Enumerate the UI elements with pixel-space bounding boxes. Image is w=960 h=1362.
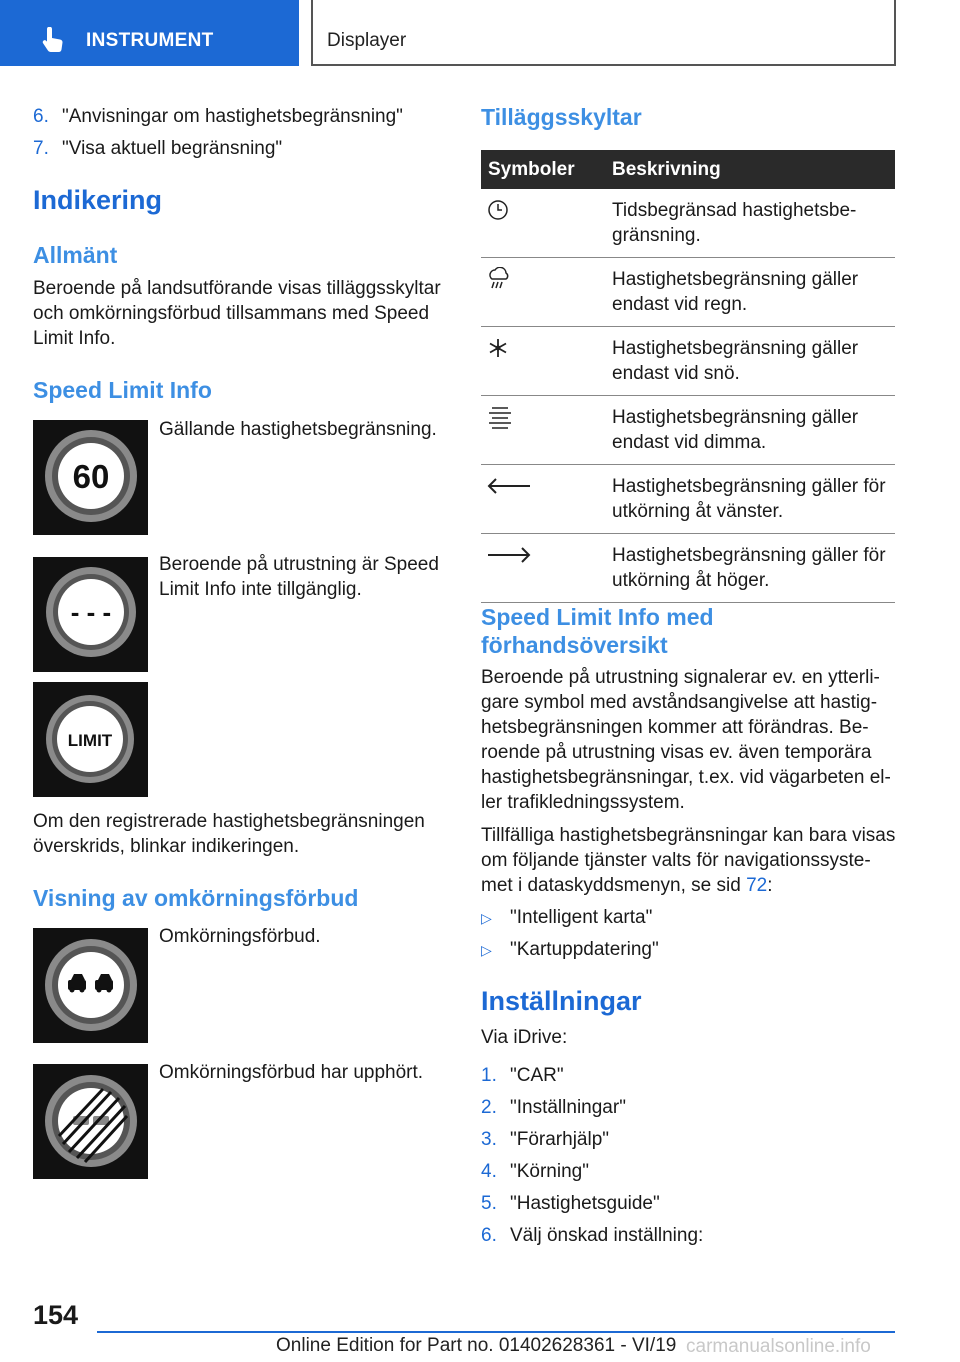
list-text: "Hastighetsguide" bbox=[510, 1193, 660, 1214]
heading-indikering: Indikering bbox=[33, 185, 163, 215]
text-line: ler trafikledningssystem. bbox=[481, 792, 685, 813]
text-line bbox=[481, 873, 901, 898]
text-span: : bbox=[767, 875, 773, 896]
heading-allmant: Allmänt bbox=[33, 242, 118, 268]
watermark: carmanualsonline.info bbox=[686, 1336, 871, 1357]
end-no-overtaking-caption: Omkörningsförbud har upphört. bbox=[159, 1062, 424, 1083]
column-header-symbols: Symboler bbox=[481, 150, 605, 189]
list-item bbox=[481, 1220, 703, 1252]
list-number: 7. bbox=[33, 138, 49, 159]
text-line: Hastighetsbegränsning gäller bbox=[612, 407, 859, 428]
list-item bbox=[481, 934, 659, 966]
table-row bbox=[481, 534, 895, 603]
text-line: utkörning åt höger. bbox=[612, 570, 770, 591]
heading-omkorningsforbud: Visning av omkörningsförbud bbox=[33, 885, 359, 911]
list-text: "CAR" bbox=[510, 1065, 564, 1086]
text-line: endast vid snö. bbox=[612, 363, 740, 384]
text-line: överskrids, blinkar indikeringen. bbox=[33, 836, 300, 857]
text-line: Hastighetsbegränsning gäller för bbox=[612, 476, 886, 497]
table-header-row bbox=[481, 150, 895, 189]
heading-tillaggsskyltar: Tilläggsskyltar bbox=[481, 104, 642, 130]
text-line: endast vid regn. bbox=[612, 294, 748, 315]
list-item bbox=[481, 1156, 703, 1188]
symbol-cell bbox=[481, 189, 605, 258]
list-item bbox=[481, 1060, 703, 1092]
text-line: roende på utrustning visas ev. även temporära bbox=[481, 742, 872, 763]
sign-dash-caption bbox=[159, 552, 449, 602]
text-line: och omkörningsförbud tillsammans med Speed bbox=[33, 303, 430, 324]
end-no-overtaking-sign bbox=[33, 1064, 148, 1179]
hand-pointer-icon bbox=[40, 27, 66, 55]
snowflake-icon bbox=[486, 336, 510, 360]
speed-limit-limit-sign bbox=[33, 682, 148, 797]
table-row bbox=[481, 396, 895, 465]
description-cell bbox=[605, 534, 895, 603]
section-tab[interactable] bbox=[311, 0, 896, 66]
text-line: Limit Info. bbox=[33, 328, 116, 349]
clock-icon bbox=[486, 198, 510, 222]
table-row bbox=[481, 258, 895, 327]
preview-paragraph bbox=[481, 665, 901, 815]
footer-edition: Online Edition for Part no. 01402628361 - VI/19 bbox=[276, 1335, 677, 1356]
list-text: "Inställningar" bbox=[510, 1097, 626, 1118]
symbol-cell bbox=[481, 327, 605, 396]
allmant-paragraph bbox=[33, 276, 453, 351]
text-line: Tillfälliga hastighetsbegränsningar kan bara visas bbox=[481, 825, 896, 846]
arrow-right-icon bbox=[486, 543, 532, 567]
list-text: "Förarhjälp" bbox=[510, 1129, 610, 1150]
list-item bbox=[33, 101, 403, 133]
text-line: Tidsbegränsad hastighetsbe- bbox=[612, 200, 857, 221]
section-label: Displayer bbox=[327, 30, 407, 51]
heading-speed-limit-preview bbox=[481, 603, 714, 659]
text-line: Om den registrerade hastighetsbegränsningen bbox=[33, 811, 425, 832]
list-number: 2. bbox=[481, 1097, 497, 1118]
description-cell bbox=[605, 327, 895, 396]
description-cell bbox=[605, 465, 895, 534]
list-number: 4. bbox=[481, 1161, 497, 1182]
temporary-limits-paragraph bbox=[481, 823, 901, 898]
list-text: "Kartuppdatering" bbox=[510, 939, 659, 960]
text-line: hastighetsbegränsningar, t.ex. vid vägarbeten el- bbox=[481, 767, 891, 788]
text-line: Beroende på utrustning signalerar ev. en ytterli- bbox=[481, 667, 880, 688]
list-number: 1. bbox=[481, 1065, 497, 1086]
description-cell bbox=[605, 189, 895, 258]
symbol-cell bbox=[481, 465, 605, 534]
list-item bbox=[481, 1124, 703, 1156]
text-line: Hastighetsbegränsning gäller bbox=[612, 269, 859, 290]
chapter-tab[interactable] bbox=[0, 0, 299, 66]
sign-dash-text: - - - bbox=[70, 597, 112, 627]
speed-limit-unavailable-sign bbox=[33, 557, 148, 672]
text-line: endast vid dimma. bbox=[612, 432, 767, 453]
page-header bbox=[0, 0, 960, 66]
intro-numbered-list bbox=[33, 101, 403, 165]
bullet-triangle-icon: ▷ bbox=[481, 942, 492, 958]
services-bullet-list bbox=[481, 902, 659, 966]
footer-divider bbox=[97, 1331, 895, 1333]
list-text: "Körning" bbox=[510, 1161, 589, 1182]
supplementary-signs-table bbox=[481, 150, 895, 603]
text-line: Beroende på landsutförande visas tilläggsskyltar bbox=[33, 278, 441, 299]
list-number: 5. bbox=[481, 1193, 497, 1214]
heading-installningar: Inställningar bbox=[481, 986, 642, 1016]
sign-number: 60 bbox=[72, 458, 110, 495]
heading-speed-limit-info: Speed Limit Info bbox=[33, 377, 212, 403]
exceed-paragraph bbox=[33, 809, 453, 859]
text-line: Hastighetsbegränsning gäller för bbox=[612, 545, 886, 566]
text-line: Limit Info inte tillgänglig. bbox=[159, 579, 362, 600]
text-span: met i dataskyddsmenyn, se sid bbox=[481, 875, 747, 896]
page-reference-link[interactable]: 72 bbox=[746, 875, 768, 896]
list-text: "Visa aktuell begränsning" bbox=[62, 138, 283, 159]
symbol-cell bbox=[481, 396, 605, 465]
text-line: Hastighetsbegränsning gäller bbox=[612, 338, 859, 359]
arrow-left-icon bbox=[486, 474, 532, 498]
list-item bbox=[481, 902, 659, 934]
chapter-label: INSTRUMENT bbox=[86, 30, 214, 51]
list-item bbox=[33, 133, 403, 165]
symbol-cell bbox=[481, 534, 605, 603]
table-row bbox=[481, 465, 895, 534]
list-number: 6. bbox=[481, 1225, 497, 1246]
rain-icon bbox=[486, 267, 512, 291]
symbol-cell bbox=[481, 258, 605, 327]
via-idrive-text: Via iDrive: bbox=[481, 1027, 568, 1048]
settings-steps-list bbox=[481, 1060, 703, 1252]
fog-icon bbox=[486, 405, 514, 429]
page-number: 154 bbox=[33, 1300, 79, 1330]
description-cell bbox=[605, 258, 895, 327]
text-line: gare symbol med avståndsangivelse att hastig- bbox=[481, 692, 878, 713]
speed-limit-60-sign bbox=[33, 420, 148, 535]
description-cell bbox=[605, 396, 895, 465]
text-line: Beroende på utrustning är Speed bbox=[159, 554, 439, 575]
heading-line: Speed Limit Info med bbox=[481, 604, 714, 630]
text-line: gränsning. bbox=[612, 225, 701, 246]
text-line: utkörning åt vänster. bbox=[612, 501, 784, 522]
no-overtaking-caption: Omkörningsförbud. bbox=[159, 926, 321, 947]
heading-line: förhandsöversikt bbox=[481, 632, 668, 658]
list-text: "Intelligent karta" bbox=[510, 907, 653, 928]
text-line: om följande tjänster valts för navigationssyste- bbox=[481, 850, 871, 871]
sign-limit-text: LIMIT bbox=[67, 731, 113, 750]
list-item bbox=[481, 1188, 703, 1220]
list-text: "Anvisningar om hastighetsbegränsning" bbox=[62, 106, 403, 127]
table-row bbox=[481, 189, 895, 258]
table-row bbox=[481, 327, 895, 396]
column-header-description: Beskrivning bbox=[605, 150, 895, 189]
list-number: 6. bbox=[33, 106, 49, 127]
list-text: Välj önskad inställning: bbox=[510, 1225, 704, 1246]
text-line: hetsbegränsningen kommer att förändras. Be- bbox=[481, 717, 869, 738]
bullet-triangle-icon: ▷ bbox=[481, 910, 492, 926]
list-number: 3. bbox=[481, 1129, 497, 1150]
list-item bbox=[481, 1092, 703, 1124]
sign-60-caption: Gällande hastighetsbegränsning. bbox=[159, 419, 437, 440]
no-overtaking-sign bbox=[33, 928, 148, 1043]
